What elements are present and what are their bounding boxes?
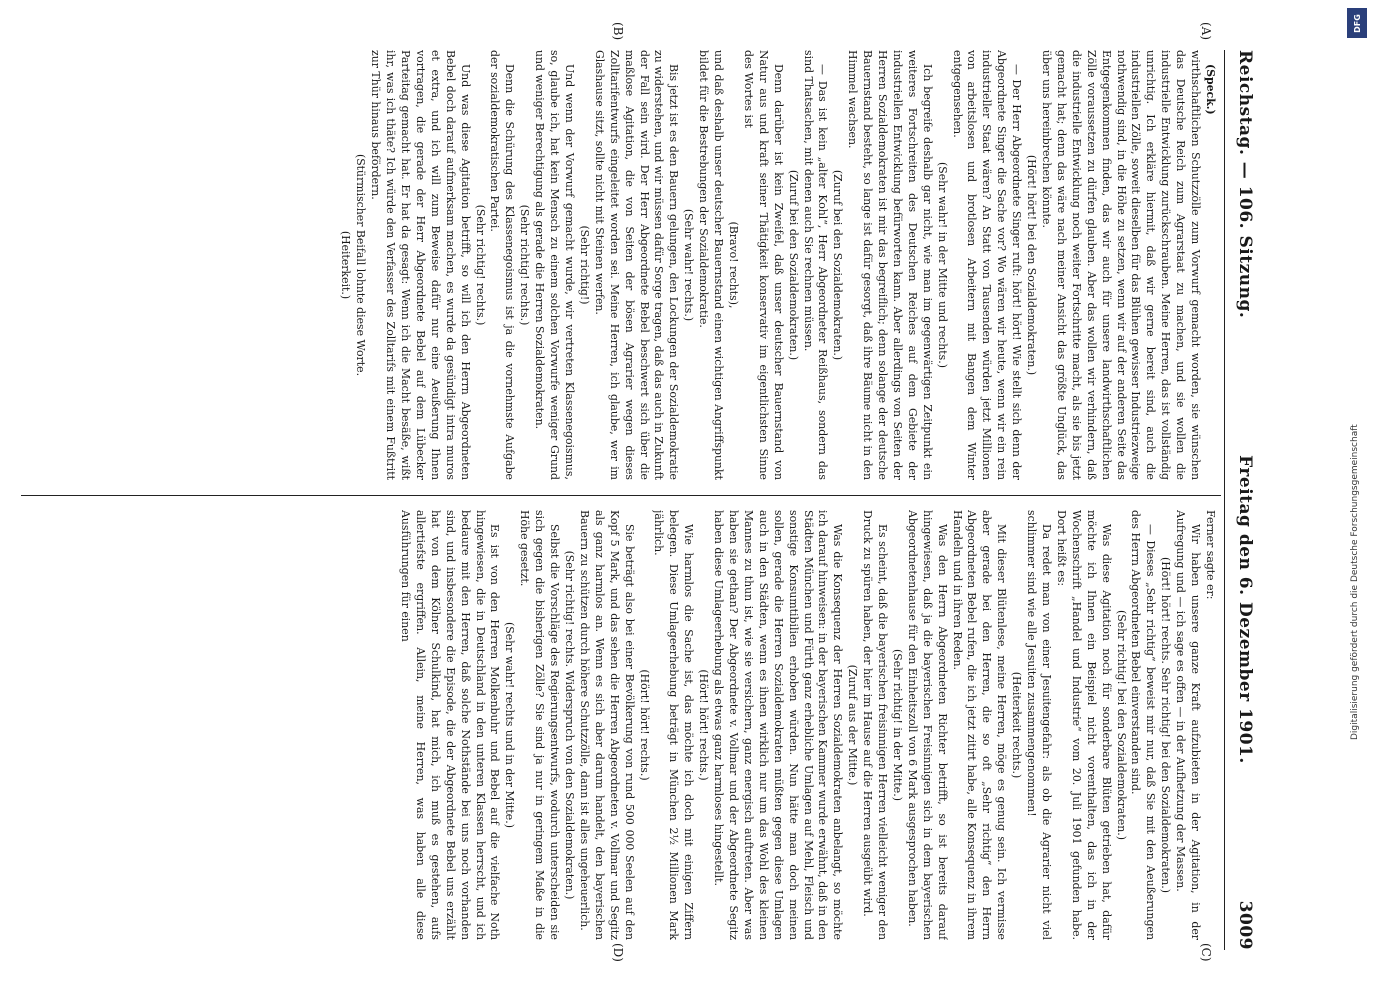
paragraph: Es scheint, daß die bayerischen freisinnigen Herren vielleicht weniger den Druck zu spüren haben, der hier im Hause auf die Herren ausgeübt wird. xyxy=(861,510,890,940)
interjection: (Sehr richtig! bei den Sozialdemokraten.) xyxy=(1114,610,1128,840)
interjection: (Heiterkeit.) xyxy=(339,230,353,300)
margin-marker-c: (C) xyxy=(1199,943,1213,962)
page-header xyxy=(1224,50,1265,950)
interjection: (Zuruf bei den Sozialdemokraten.) xyxy=(831,169,845,361)
paragraph: und daß deshalb unser deutscher Bauernstand einen wichtigen Angriffspunkt bildet für die Bestrebungen der Sozialdemokratie. xyxy=(697,50,726,480)
interjection: (Hört! hört! rechts. Sehr richtig! bei den Sozialdemokraten.) xyxy=(1159,556,1173,894)
paragraph: Bis jetzt ist es den Bauern gelungen, den Lockungen der Sozialdemokratie zu widerstehen, und wir müssen dafür Sorge tragen, daß das auch in Zukunft der Fall sein wird. Der Herr Abgeordnete Bebel beschwert sich über die maßlose Agitation, die von Seiten der bösen Agrarier wegen dieses Zolltarifentwurfs eingeleitet worden sei. Meine Herren, ich glaube, wer im Glashause sitzt, sollte nicht mit Steinen werfen. xyxy=(592,50,681,480)
interjection: (Hört! hört! rechts.) xyxy=(697,669,711,781)
interjection: (Stürmischer Beifall lohnte diese Worte. xyxy=(354,153,368,377)
interjection: (Heiterkeit rechts.) xyxy=(1010,671,1024,779)
digitization-credit: Digitalisierung gefördert durch die Deutsche Forschungsgemeinschaft xyxy=(1350,424,1360,740)
interjection: (Bravo! rechts), xyxy=(727,221,740,309)
margin-marker-d: (D) xyxy=(611,943,625,962)
paragraph: Denn die Schürung des Klassenegoismus ist ja die vornehmste Aufgabe der sozialdemokratischen Partei. xyxy=(488,50,517,480)
paragraph: Selbst die Vorschläge des Regierungsentwurfs, wodurch unterscheiden sie sich gegen die bisherigen Zölle? Sie sind ja nur in geringem Maße in die Höhe gesetzt. xyxy=(518,510,562,940)
interjection: (Sehr wahr! rechts und in der Mitte.) xyxy=(503,622,517,828)
paragraph: wirthschaftlichen Schutzzölle zum Vorwurf gemacht worden, sie wünschen das Deutsche Reich zum Agrarstaat zu machen, und sie wollen die industrielle Entwicklung zurückschrauben. Meine Herren, das ist vollständig unrichtig. Ich erkläre hiermit, daß wir gerne bereit sind, auch die industriellen Zölle, soweit dieselben für das Blühen gewisser Industriezweige nothwendig sind, in die Höhe zu setzen, wenn wir auf der anderen Seite das Entgegenkommen finden, das wir auch für unsere landwirthschaftlichen Zölle voraussetzen zu dürfen glauben. Aber das wollen wir verhindern, daß die industrielle Entwicklung noch weiter Fortschritte macht, als sie bis jetzt gemacht hat; denn das wäre nach meiner Ansicht das größte Unglück, das über uns hereinbrechen könnte. xyxy=(1040,50,1203,480)
interjection: (Sehr richtig! rechts.) xyxy=(473,204,487,326)
interjection: (Zuruf aus der Mitte.) xyxy=(846,664,860,786)
paragraph: Was den Herrn Abgeordneten Richter betrifft, so ist bereits darauf hingewiesen, daß ja die bayerischen Freisinnigen sich in dem bayerischen Abgeordnetenhause für den Einheitszoll von 6 Mark ausgesprochen haben. xyxy=(905,510,949,940)
paragraph: — Das ist kein „alter Kohl“, Herr Abgeordneter Reißhaus, sondern das sind Thatsachen, mit denen auch Sie rechnen müssen. xyxy=(801,50,830,480)
margin-marker-a: (A) xyxy=(1199,22,1213,41)
paragraph: Denn darüber ist kein Zweifel, daß unser deutscher Bauernstand von Natur aus und kraft seiner Thätigkeit konservativ im eigentlichsten Sinne des Wortes ist xyxy=(741,50,785,480)
interjection: (Zuruf bei den Sozialdemokraten.) xyxy=(786,169,800,361)
quote: Wir haben unsere ganze Kraft aufzubieten in der Agitation, in der Aufregung und — ich sage es offen — in der Aufhetzung der Massen. xyxy=(1174,510,1203,940)
interjection: (Sehr wahr! rechts.) xyxy=(682,208,696,322)
margin-marker-b: (B) xyxy=(611,22,625,41)
interjection: (Sehr richtig! rechts.) xyxy=(518,204,532,326)
interjection: (Hört! hört! bei den Sozialdemokraten.) xyxy=(1025,154,1039,376)
paragraph: — Dieses „Sehr richtig“ beweist mir nur, daß Sie mit den Aeußerungen des Herrn Abgeordneten Bebel einverstanden sind. xyxy=(1129,510,1158,940)
speaker-label: (Speck.) xyxy=(1204,64,1217,115)
paragraph: Was die Konsequenz der Herren Sozialdemokraten anbelangt, so möchte ich darauf hinweisen: in der bayerischen Kammer wurde erwähnt, daß in den Städten München und Fürth ganz erhebliche Umlagen auf Mehl, Fleisch und sonstige Konsumtibilien erhoben würden. Nun hätte man doch meinen sollen, gerade die Herren Sozialdemokraten müßten gegen diese Umlagen auch in den Städten, wenn es ihnen wirklich nur um das Wohl des kleinen Mannes zu thun ist, wie sie versichern, ganz energisch auftreten. Aber was haben sie gethan? Der Abgeordnete v. Vollmar und der Abgeordnete Segitz haben diese Umlageerhebung als etwas ganz harmloses hingestellt. xyxy=(712,510,845,940)
quote: Da redet man von einer Jesuitengefahr: als ob die Agrarier nicht viel schlimmer sind wie alle Jesuiten zusammengenommen! xyxy=(1025,510,1054,940)
interjection: (Sehr wahr! in der Mitte und rechts.) xyxy=(935,162,949,368)
paragraph: Sie beträgt also bei einer Bevölkerung von rund 500 000 Seelen auf den Kopf 5 Mark, und das sehen die Herren Abgeordneten v. Vollmar und Segitz als ganz harmlos an. Wenn es sich aber darum handelt, den bayerischen Bauern zu schützen durch höhere Schutzzölle, dann ist alles ungeheuerlich. xyxy=(577,510,636,940)
interjection: (Sehr richtig! in der Mitte.) xyxy=(890,649,904,801)
paragraph: Und was diese Agitation betrifft, so will ich den Herrn Abgeordneten Bebel doch darauf aufmerksam machen, es wurde da gesündigt intra muros et extra, und ich will zum Beweise dafür nur eine Aeußerung Ihnen vortragen, die gerade der Herr Abgeordnete Bebel auf dem Lübecker Parteitag gemacht hat. Er hat da gesagt: Wenn ich die Macht besäße, wißt ihr, was ich thäte? Ich würde den Verfasser des Zolltarifs mit einem Fußtritt zur Thür hinaus befördern. xyxy=(369,50,472,480)
paragraph: — Der Herr Abgeordnete Singer ruft: hört! hört! Wie stellt sich denn der Abgeordnete Singer die Sache vor? Wo wären wir heute, wenn wir ein rein industrieller Staat wären? An Statt von Tausenden würden jetzt Millionen von arbeitslosen und brotlosen Arbeitern mit Bangen dem Winter entgegensehen. xyxy=(950,50,1024,480)
paragraph: Wie harmlos die Sache ist, das möchte ich doch mit einigen Ziffern belegen. Diese Umlageerhebung beträgt in München 2½ Millionen Mark jährlich. xyxy=(652,510,696,940)
paragraph: Ferner sagte er: xyxy=(1204,510,1217,600)
interjection: (Sehr richtig! rechts. Widerspruch von den Sozialdemokraten.) xyxy=(563,550,577,900)
paragraph: Ich begreife deshalb gar nicht, wie man im gegenwärtigen Zeitpunkt ein weiteres Fortschreiten des Deutschen Reiches auf dem Gebiete der industriellen Entwicklung befürworten kann. Aber allerdings von Seiten der Herren Sozialdemokraten ist mir das begreiflich; denn solange der deutsche Bauernstand besteht, so lange ist dafür gesorgt, daß ihre Bäume nicht in den Himmel wachsen. xyxy=(846,50,934,480)
paragraph: Was diese Agitation noch für sonderbare Blüten getrieben hat, dafür möchte ich Ihnen ein Beispiel nicht vorenthalten, das ich in der Wochenschrift „Handel und Industrie“ vom 20. Juli 1901 gefunden habe. Dort heißt es: xyxy=(1054,510,1113,940)
dfg-logo: DFG xyxy=(1347,8,1367,38)
header-left: Reichstag. — 106. Sitzung. xyxy=(1235,50,1255,319)
paragraph: Es ist von den Herren Molkenbuhr und Bebel auf die vielfache Noth hingewiesen, die in Deutschland in den unteren Klassen herrscht, und ich bedaure mit den Herren, daß solche Nothstände bei uns noch vorhanden sind, und insbesondere die Episode, die der Abgeordnete Bebel uns erzählt hat von dem Kölner Schulkind, hat mich, ich muß es gestehen, aufs allertiefste ergriffen. Allein, meine Herren, was haben alle diese Ausführungen für einen xyxy=(399,510,502,940)
column-divider xyxy=(21,495,1221,496)
paragraph: Und wenn der Vorwurf gemacht wurde, wir vertreten Klassenegoismus, so, glaube ich, hat kein Mensch zu einem solchen Vorwurfe weniger Grund und weniger Berechtigung als gerade die Herren Sozialdemokraten. xyxy=(533,50,577,480)
rotated-page xyxy=(15,22,1265,962)
left-column xyxy=(22,50,1217,480)
interjection: (Hört! hört! rechts.) xyxy=(637,669,651,781)
interjection: (Sehr richtig!) xyxy=(577,225,591,305)
right-column xyxy=(22,510,1217,940)
header-date: Freitag den 6. Dezember 1901. xyxy=(1235,455,1255,764)
paragraph: Mit dieser Blütenlese, meine Herren, möge es genug sein. Ich vermisse aber gerade bei den Herren, die so oft „Sehr richtig“ den Herrn Abgeordneten Bebel rufen, die ich jetzt zitirt habe, alle Konsequenz in ihrem Handeln und in ihren Reden. xyxy=(950,510,1009,940)
page-number: 3009 xyxy=(1235,900,1255,950)
